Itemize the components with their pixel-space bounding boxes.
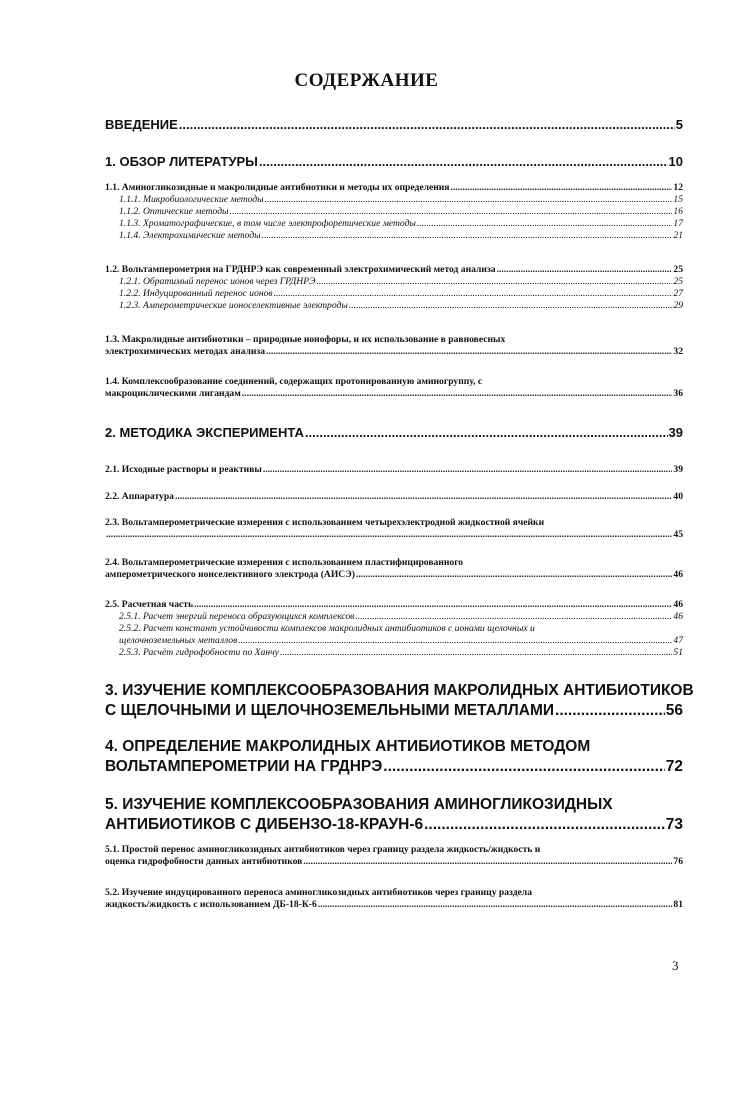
toc-entry-page: 5 bbox=[675, 117, 683, 132]
toc-entry-title: 2.5.1. Расчет энергий переноса образующихся комплексов bbox=[119, 611, 355, 622]
dot-leader bbox=[262, 230, 673, 242]
dot-leader bbox=[424, 815, 665, 835]
toc-entry-title: 1.2.2. Индуцированный перенос ионов bbox=[119, 288, 273, 299]
toc-entry-page: 72 bbox=[665, 758, 683, 775]
toc-entry-title: жидкость/жидкость с использованием ДБ-18-К-6 bbox=[105, 899, 317, 910]
page-title: СОДЕРЖАНИЕ bbox=[294, 70, 439, 91]
toc-entry-title: 1.2.1. Обратимый перенос ионов через ГРДНРЭ bbox=[119, 276, 316, 287]
dot-leader bbox=[356, 569, 672, 581]
toc-entry-title: ВВЕДЕНИЕ bbox=[105, 117, 178, 132]
toc-entry[interactable] bbox=[105, 206, 683, 218]
toc-entry-page: 36 bbox=[673, 388, 683, 399]
dot-leader bbox=[242, 388, 673, 400]
dot-leader bbox=[305, 425, 668, 441]
dot-leader bbox=[280, 647, 672, 659]
toc-entry-title: 2.5.2. Расчет констант устойчивости комплексов макролидных антибиотиков с ионами щелочных и bbox=[119, 623, 535, 634]
toc-entry-title: 1. ОБЗОР ЛИТЕРАТУРЫ bbox=[105, 154, 258, 169]
toc-entry[interactable] bbox=[105, 300, 683, 312]
toc-entry-page: 25 bbox=[673, 264, 683, 275]
toc-entry-title: 5.1. Простой перенос аминогликозидных антибиотиков через границу раздела жидкость/жидкость и bbox=[105, 844, 541, 855]
toc-entry[interactable] bbox=[105, 154, 683, 170]
toc-entry-title: электрохимических методах анализа bbox=[105, 346, 266, 357]
toc-entry-page: 56 bbox=[665, 702, 683, 719]
toc-entry-title: 1.1.4. Электрохимические методы bbox=[119, 230, 261, 241]
toc-entry[interactable] bbox=[105, 218, 683, 230]
toc-entry[interactable] bbox=[105, 887, 683, 911]
toc-entry-page: 16 bbox=[673, 206, 683, 217]
toc-entry-title: 2.5.3. Расчёт гидрофобности по Ханчу bbox=[119, 647, 279, 658]
toc-entry-page: 40 bbox=[673, 491, 683, 502]
dot-leader bbox=[106, 529, 672, 541]
dot-leader bbox=[318, 899, 673, 911]
toc-entry-title: 1.4. Комплексообразование соединений, содержащих протонированную аминогруппу, с bbox=[105, 376, 483, 387]
toc-entry-title: 1.1. Аминогликозидные и макролидные антибиотики и методы их определения bbox=[105, 182, 450, 193]
toc-entry-page: 27 bbox=[673, 288, 683, 299]
dot-leader bbox=[259, 154, 668, 170]
toc-entry[interactable] bbox=[105, 230, 683, 242]
dot-leader bbox=[383, 757, 664, 777]
dot-leader bbox=[179, 117, 675, 133]
toc-entry[interactable] bbox=[105, 623, 683, 647]
toc-entry[interactable] bbox=[105, 117, 683, 133]
toc-entry[interactable] bbox=[105, 681, 694, 721]
toc-entry-title: 2.1. Исходные растворы и реактивы bbox=[105, 464, 262, 475]
dot-leader bbox=[316, 276, 672, 288]
toc-entry-page: 32 bbox=[673, 346, 683, 357]
toc-entry-page: 21 bbox=[673, 230, 683, 241]
toc-entry-title: 1.1.2. Оптические методы bbox=[119, 206, 229, 217]
dot-leader bbox=[555, 701, 665, 721]
toc-entry-title: 2.3. Вольтамперометрические измерения с использованием четырехэлектродной жидкостной ячейки bbox=[105, 517, 545, 528]
toc-entry[interactable] bbox=[105, 844, 683, 868]
dot-leader bbox=[303, 856, 672, 868]
toc-entry-page: 17 bbox=[673, 218, 683, 229]
toc-entry[interactable] bbox=[105, 491, 683, 503]
toc-entry-title: С ЩЕЛОЧНЫМИ И ЩЕЛОЧНОЗЕМЕЛЬНЫМИ МЕТАЛЛАМИ bbox=[105, 702, 555, 719]
dot-leader bbox=[265, 194, 673, 206]
toc-entry-title: АНТИБИОТИКОВ С ДИБЕНЗО-18-КРАУН-6 bbox=[105, 816, 424, 833]
toc-entry-page: 46 bbox=[673, 611, 683, 622]
dot-leader bbox=[417, 218, 672, 230]
toc-entry-page: 73 bbox=[665, 816, 683, 833]
toc-entry-page: 51 bbox=[673, 647, 683, 658]
toc-entry[interactable] bbox=[105, 376, 683, 400]
toc-entry-title: 2.4. Вольтамперометрические измерения с использованием пластифицированного bbox=[105, 557, 464, 568]
toc-entry-title: 2.5. Расчетная часть bbox=[105, 599, 194, 610]
toc-entry-page: 10 bbox=[668, 154, 683, 169]
toc-entry-title: 4. ОПРЕДЕЛЕНИЕ МАКРОЛИДНЫХ АНТИБИОТИКОВ МЕТОДОМ bbox=[105, 738, 591, 755]
toc-entry-title: оценка гидрофобности данных антибиотиков bbox=[105, 856, 303, 867]
toc-entry-page: 12 bbox=[673, 182, 683, 193]
toc-entry[interactable] bbox=[105, 517, 683, 541]
toc-entry-page: 29 bbox=[673, 300, 683, 311]
toc-entry-title: 1.2.3. Амперометрические ионоселективные электроды bbox=[119, 300, 348, 311]
toc-entry[interactable] bbox=[105, 599, 683, 611]
toc-entry[interactable] bbox=[105, 611, 683, 623]
toc-entry-page: 45 bbox=[673, 529, 683, 540]
toc-entry[interactable] bbox=[105, 276, 683, 288]
toc-entry-page: 39 bbox=[673, 464, 683, 475]
toc-entry-title: щелочноземельных металлов bbox=[119, 635, 238, 646]
dot-leader bbox=[266, 346, 672, 358]
dot-leader bbox=[497, 264, 673, 276]
toc-entry-title: 1.1.3. Хроматографические, в том числе электрофоретические методы bbox=[119, 218, 416, 229]
dot-leader bbox=[230, 206, 673, 218]
dot-leader bbox=[274, 288, 673, 300]
toc-entry-title: ВОЛЬТАМПЕРОМЕТРИИ НА ГРДНРЭ bbox=[105, 758, 383, 775]
toc-entry[interactable] bbox=[105, 647, 683, 659]
toc-entry-title: макроциклическими лигандам bbox=[105, 388, 241, 399]
toc-entry-title: 2. МЕТОДИКА ЭКСПЕРИМЕНТА bbox=[105, 425, 304, 440]
toc-entry-page: 39 bbox=[668, 425, 683, 440]
toc-entry[interactable] bbox=[105, 194, 683, 206]
dot-leader bbox=[355, 611, 672, 623]
toc-entry-page: 47 bbox=[673, 635, 683, 646]
dot-leader bbox=[175, 491, 672, 503]
dot-leader bbox=[263, 464, 673, 476]
dot-leader bbox=[194, 599, 672, 611]
toc-entry-title: амперометрического ионселективного электрода (АИСЭ) bbox=[105, 569, 355, 580]
page-number: 3 bbox=[672, 958, 679, 973]
dot-leader bbox=[238, 635, 672, 647]
toc-entry[interactable] bbox=[105, 557, 683, 581]
toc-entry-title: 3. ИЗУЧЕНИЕ КОМПЛЕКСООБРАЗОВАНИЯ МАКРОЛИДНЫХ АНТИБИОТИКОВ bbox=[105, 682, 694, 699]
toc-entry[interactable] bbox=[105, 795, 683, 835]
toc-entry[interactable] bbox=[105, 737, 683, 777]
toc-entry[interactable] bbox=[105, 425, 683, 441]
toc-entry-page: 46 bbox=[673, 599, 683, 610]
toc-entry-page: 15 bbox=[673, 194, 683, 205]
toc-entry-page: 25 bbox=[673, 276, 683, 287]
toc-entry[interactable] bbox=[105, 288, 683, 300]
toc-entry[interactable] bbox=[105, 264, 683, 276]
toc-entry[interactable] bbox=[105, 464, 683, 476]
toc-entry-page: 46 bbox=[673, 569, 683, 580]
toc-entry-page: 76 bbox=[673, 856, 683, 867]
toc-entry-title: 5. ИЗУЧЕНИЕ КОМПЛЕКСООБРАЗОВАНИЯ АМИНОГЛИКОЗИДНЫХ bbox=[105, 796, 613, 813]
toc-entry-title: 5.2. Изучение индуцированного переноса аминогликозидных антибиотиков через границу раздела bbox=[105, 887, 532, 898]
toc-entry-title: 1.3. Макролидные антибиотики – природные ионофоры, и их использование в равновесных bbox=[105, 334, 506, 345]
toc-entry-title: 2.2. Аппаратура bbox=[105, 491, 174, 502]
toc-entry-title: 1.1.1. Микробиологические методы bbox=[119, 194, 264, 205]
dot-leader bbox=[451, 182, 673, 194]
toc-entry-page: 81 bbox=[673, 899, 683, 910]
toc-entry-title: 1.2. Вольтамперометрия на ГРДНРЭ как современный электрохимический метод анализа bbox=[105, 264, 496, 275]
toc-entry[interactable] bbox=[105, 334, 683, 358]
toc-entry[interactable] bbox=[105, 182, 683, 194]
dot-leader bbox=[349, 300, 673, 312]
